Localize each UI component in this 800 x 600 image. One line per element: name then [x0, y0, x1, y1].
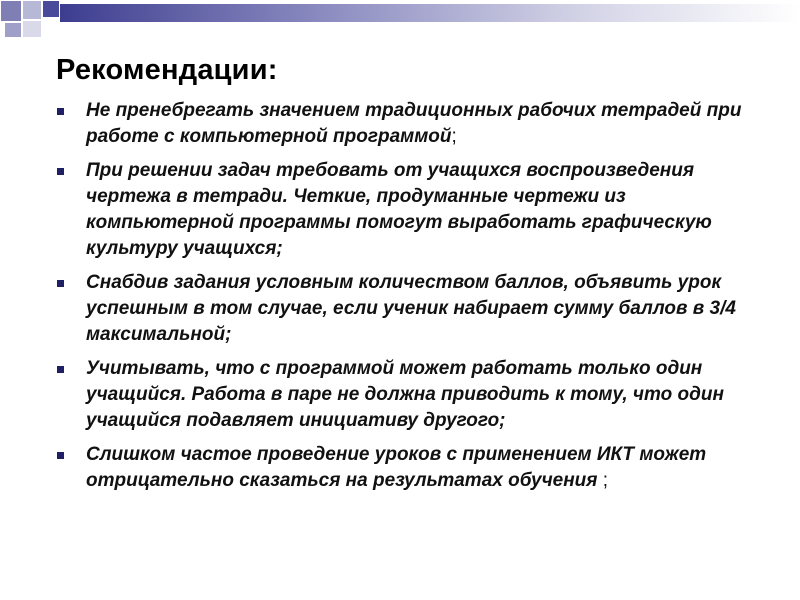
decorative-square: [42, 0, 60, 18]
decorative-square: [22, 20, 42, 38]
bullet-item: [52, 356, 772, 434]
decorative-square: [4, 22, 22, 38]
bullet-list: [52, 98, 772, 502]
square-bullet-icon: [57, 280, 64, 287]
square-bullet-icon: [57, 366, 64, 373]
bullet-tail: ;: [597, 470, 609, 491]
bullet-text: Слишком частое проведение уроков с применением ИКТ может отрицательно сказаться на результатах обучения: [86, 444, 707, 491]
decorative-square: [0, 0, 22, 22]
square-bullet-icon: [57, 452, 64, 459]
bullet-item: [52, 442, 772, 494]
square-bullet-icon: [57, 108, 64, 115]
decorative-square: [22, 0, 42, 20]
bullet-text: При решении задач требовать от учащихся воспроизведения чертежа в тетради. Четкие, продуманные чертежи из компьютерной программы помогут выработать графическую культуру учащихся;: [86, 160, 712, 259]
bullet-item: [52, 98, 772, 150]
bullet-tail: ;: [451, 126, 457, 147]
bullet-text: Учитывать, что с программой может работать только один учащийся. Работа в паре не должна приводить к тому, что один учащийся подавляет инициативу другого;: [86, 358, 724, 431]
square-bullet-icon: [57, 168, 64, 175]
header-gradient-bar: [60, 4, 800, 22]
slide-title: Рекомендации:: [56, 54, 278, 86]
bullet-text: Снабдив задания условным количеством баллов, объявить урок успешным в том случае, если ученик набирает сумму баллов в 3/4 максимальной;: [86, 272, 736, 345]
bullet-text: Не пренебрегать значением традиционных рабочих тетрадей при работе с компьютерной программой: [86, 100, 742, 147]
bullet-item: [52, 270, 772, 348]
bullet-item: [52, 158, 772, 262]
